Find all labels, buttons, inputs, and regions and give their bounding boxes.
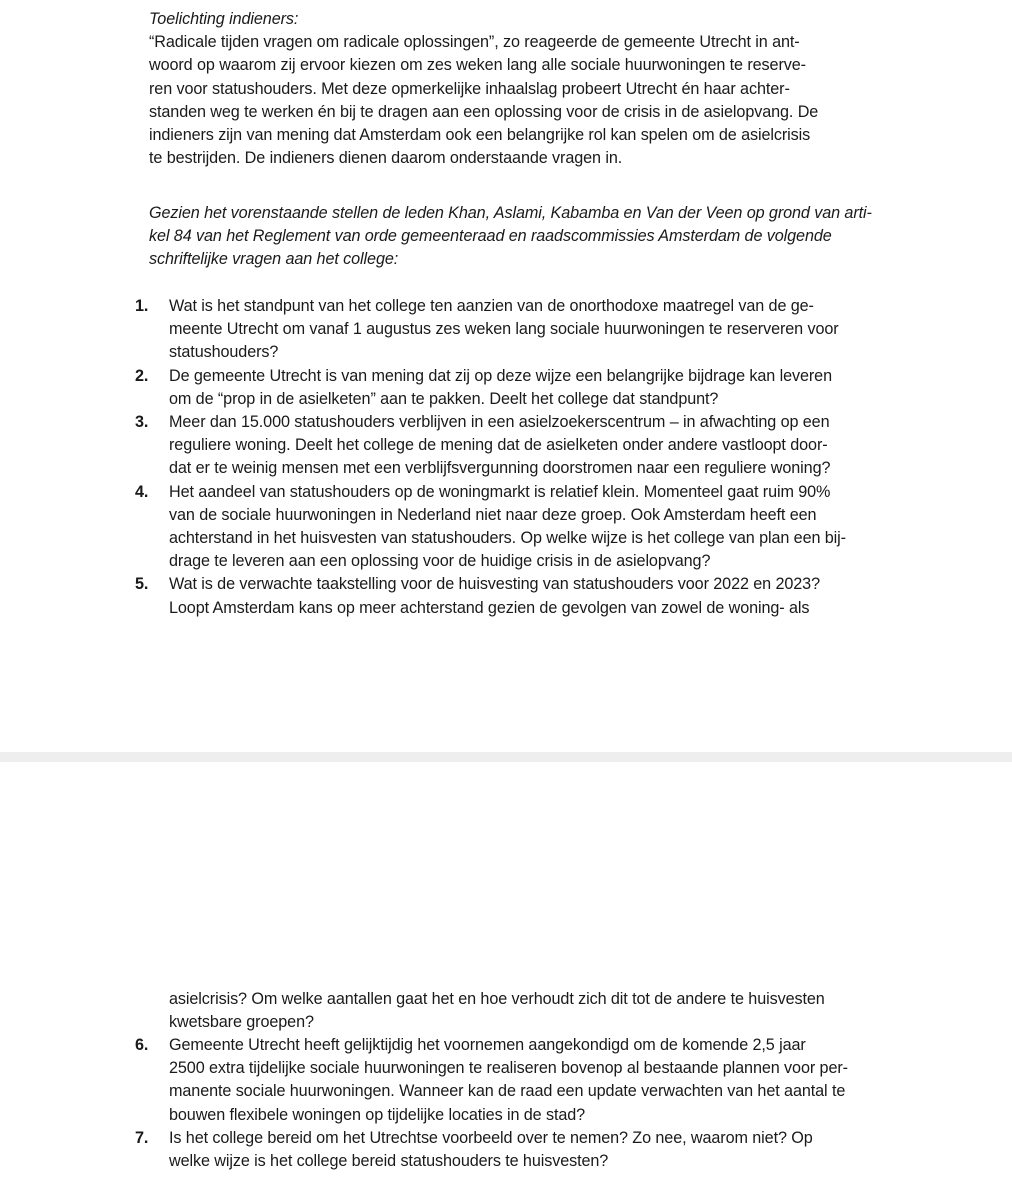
question-line: om de “prop in de asielketen” aan te pakken. Deelt het college dat standpunt? — [169, 389, 719, 408]
question-line: drage te leveren aan een oplossing voor de huidige crisis in de asielopvang? — [169, 552, 711, 571]
question-line: van de sociale huurwoningen in Nederland niet naar deze groep. Ook Amsterdam heeft een — [169, 505, 817, 524]
question-line: asielcrisis? Om welke aantallen gaat het en hoe verhoudt zich dit tot de andere te huisvesten — [169, 990, 825, 1008]
question-line: Loopt Amsterdam kans op meer achterstand gezien de gevolgen van zowel de woning- als — [169, 598, 810, 617]
question-number: 1. — [135, 297, 149, 315]
question-item — [135, 1034, 895, 1127]
toelichting-section — [149, 8, 884, 170]
question-number: 5. — [135, 575, 149, 594]
question-item — [135, 365, 895, 411]
question-line: reguliere woning. Deelt het college de mening dat de asielketen onder andere vastloopt door- — [169, 436, 828, 455]
question-number: 2. — [135, 366, 149, 385]
question-item — [135, 411, 895, 481]
page-separator — [0, 752, 1012, 762]
toelichting-line: te bestrijden. De indieners dienen daarom onderstaande vragen in. — [149, 149, 623, 168]
toelichting-line: indieners zijn van mening dat Amsterdam ook een belangrijke rol kan spelen om de asielcrisis — [149, 126, 811, 145]
question-line: Gemeente Utrecht heeft gelijktijdig het voornemen aangekondigd om de komende 2,5 jaar — [169, 1036, 806, 1054]
intro-line: schriftelijke vragen aan het college: — [149, 250, 399, 269]
question-line: Meer dan 15.000 statushouders verblijven in een asielzoekerscentrum – in afwachting op een — [169, 413, 830, 432]
question-line: manente sociale huurwoningen. Wanneer kan de raad een update verwachten van het aantal te — [169, 1082, 846, 1101]
question-number: 6. — [135, 1036, 149, 1054]
intro-line: Gezien het vorenstaande stellen de leden Khan, Aslami, Kabamba en Van der Veen op grond van arti- — [149, 204, 872, 222]
question-line: bouwen flexibele woningen op tijdelijke locaties in de stad? — [169, 1105, 586, 1124]
question-number: 4. — [135, 482, 149, 501]
question-line: welke wijze is het college bereid statushouders te huisvesten? — [169, 1152, 609, 1171]
question-5-continuation — [169, 988, 904, 1034]
document-page-2 — [0, 762, 1012, 1200]
question-line: 2500 extra tijdelijke sociale huurwoningen te realiseren bovenop al bestaande plannen voor per- — [169, 1059, 848, 1078]
question-line: dat er te weinig mensen met een verblijfsvergunning doorstromen naar een reguliere woning? — [169, 459, 831, 478]
question-line: statushouders? — [169, 343, 279, 362]
question-item — [135, 295, 895, 365]
question-item — [135, 573, 895, 619]
question-line: meente Utrecht om vanaf 1 augustus zes weken lang sociale huurwoningen te reserveren voor — [169, 320, 839, 339]
question-line: Is het college bereid om het Utrechtse voorbeeld over te nemen? Zo nee, waarom niet? Op — [169, 1128, 813, 1147]
question-number: 7. — [135, 1128, 149, 1147]
toelichting-line: ren voor statushouders. Met deze opmerkelijke inhaalslag probeert Utrecht én haar achter- — [149, 79, 790, 98]
question-list-page2 — [135, 1034, 895, 1173]
question-line: Het aandeel van statushouders op de woningmarkt is relatief klein. Momenteel gaat ruim 90% — [169, 482, 831, 501]
toelichting-heading: Toelichting indieners: — [149, 10, 299, 28]
question-line: Wat is het standpunt van het college ten aanzien van de onorthodoxe maatregel van de ge- — [169, 297, 814, 315]
question-line: achterstand in het huisvesten van statushouders. Op welke wijze is het college van plan een bij- — [169, 529, 846, 548]
question-line: De gemeente Utrecht is van mening dat zij op deze wijze een belangrijke bijdrage kan leveren — [169, 366, 832, 385]
question-item — [135, 481, 895, 574]
question-line: kwetsbare groepen? — [169, 1013, 314, 1032]
intro-paragraph — [149, 202, 884, 272]
question-list-page1 — [135, 295, 895, 620]
intro-line: kel 84 van het Reglement van orde gemeenteraad en raadscommissies Amsterdam de volgende — [149, 227, 832, 246]
question-line: Wat is de verwachte taakstelling voor de huisvesting van statushouders voor 2022 en 2023? — [169, 575, 820, 594]
question-item — [135, 1127, 895, 1173]
toelichting-line: “Radicale tijden vragen om radicale oplossingen”, zo reageerde de gemeente Utrecht in ant- — [149, 33, 800, 52]
question-number: 3. — [135, 413, 149, 432]
toelichting-line: standen weg te werken én bij te dragen aan een oplossing voor de crisis in de asielopvang. De — [149, 102, 819, 121]
toelichting-line: woord op waarom zij ervoor kiezen om zes weken lang alle sociale huurwoningen te reserve- — [149, 56, 806, 75]
